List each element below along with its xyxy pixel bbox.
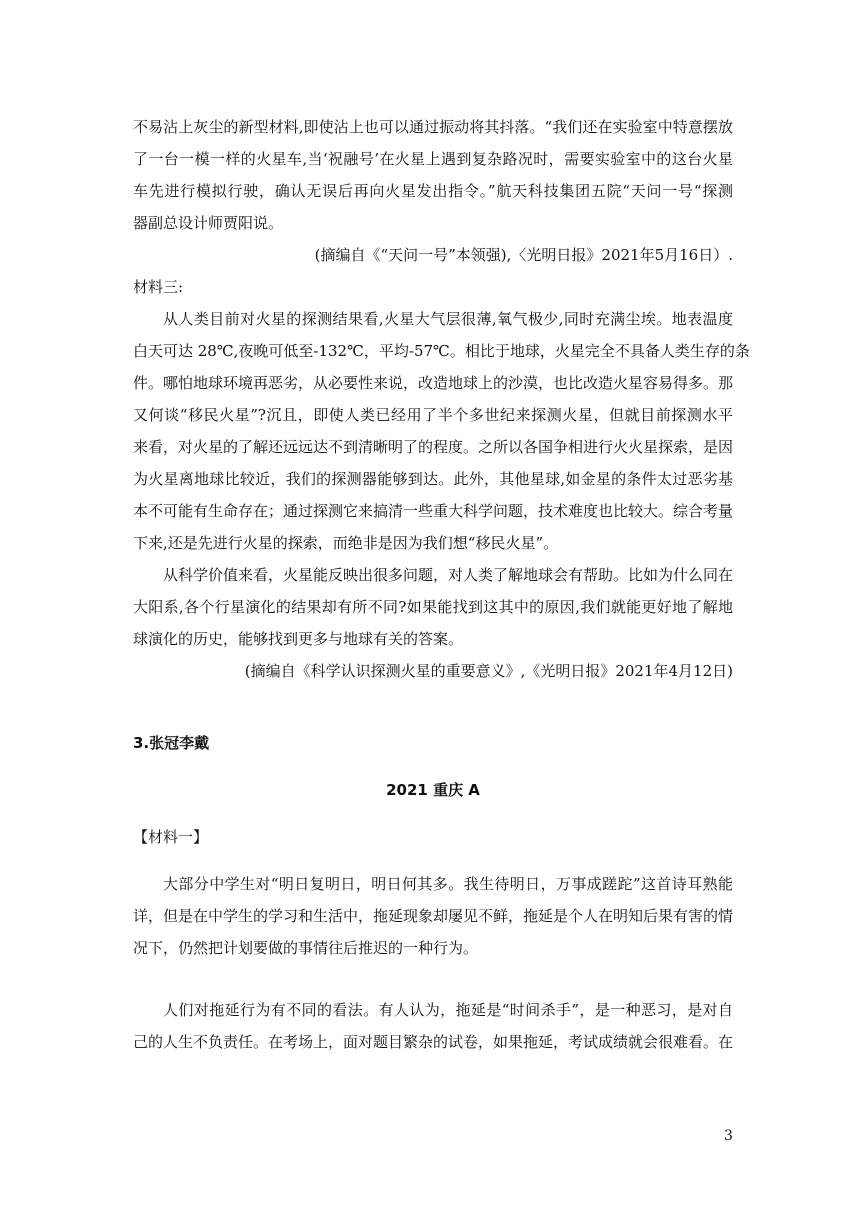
text-line: 器副总设计师贾阳说。 xyxy=(133,214,284,232)
text-line: 了一台一模一样的火星车,当‘祝融号’在火星上遇到复杂路况时，需要实验室中的这台火星 xyxy=(133,150,733,168)
text-line: 大部分中学生对“明日复明日，明日何其多。我生待明日，万事成蹉跎”这首诗耳熟能 xyxy=(163,875,733,893)
text-line: 不易沾上灰尘的新型材料,即使沾上也可以通过振动将其抖落。“我们还在实验室中特意摆放 xyxy=(133,118,733,136)
page-number: 3 xyxy=(724,1128,733,1144)
section-heading: 3.张冠李戴 xyxy=(133,734,210,752)
text-line: 从人类目前对火星的探测结果看,火星大气层很薄,氧气极少,同时充满尘埃。地表温度 xyxy=(163,310,733,328)
material-label: 材料三: xyxy=(133,278,184,296)
text-line: 为火星离地球比较近，我们的探测器能够到达。此外，其他星球,如金星的条件太过恶劣基 xyxy=(133,470,733,488)
text-line: 白天可达 28℃,夜晚可低至-132℃，平均-57℃。相比于地球，火星完全不具备人类生存的条 xyxy=(133,342,750,360)
text-line: 从科学价值来看，火星能反映出很多问题，对人类了解地球会有帮助。比如为什么同在 xyxy=(163,566,734,584)
text-line: 本不可能有生命存在；通过探测它来搞清一些重大科学问题，技术难度也比较大。综合考量 xyxy=(133,502,734,520)
text-line: 来看，对火星的了解还远远达不到清晰明了的程度。之所以各国争相进行火火星探索，是因 xyxy=(133,438,734,456)
text-line: 大阳系,各个行星演化的结果却有所不同?如果能找到这其中的原因,我们就能更好地了解地 xyxy=(133,598,733,616)
text-line: 人们对拖延行为有不同的看法。有人认为，拖延是“时间杀手”，是一种恶习，是对自 xyxy=(163,1001,733,1019)
text-line: 详，但是在中学生的学习和生活中，拖延现象却屡见不鲜，拖延是个人在明知后果有害的情 xyxy=(133,907,734,925)
text-line: 又何谈“移民火星”?沉且，即使人类已经用了半个多世纪来探测火星，但就目前探测水平 xyxy=(133,406,733,424)
text-line: 件。哪怕地球环境再恶劣，从必要性来说，改造地球上的沙漠，也比改造火星容易得多。那 xyxy=(133,374,734,392)
text-line: 车先进行模拟行驶，确认无误后再向火星发出指令。”航天科技集团五院“天问一号“探测 xyxy=(133,182,733,200)
source-citation: (摘编自《科学认识探测火星的重要意义》,《光明日报》2021年4月12日) xyxy=(244,662,733,680)
text-line: 球演化的历史，能够找到更多与地球有关的答案。 xyxy=(133,630,464,648)
text-line: 下来,还是先进行火星的探索，而绝非是因为我们想“移民火星”。 xyxy=(133,534,559,552)
material-label: 【材料一】 xyxy=(133,828,209,846)
text-line: 己的人生不负责任。在考场上，面对题目繁杂的试卷，如果拖延，考试成绩就会很难看。在 xyxy=(133,1033,734,1051)
exam-title: 2021 重庆 A xyxy=(386,781,480,799)
source-citation: (摘编自《“天问一号”本领强),〈光明日报》2021年5月16日）. xyxy=(314,246,733,264)
text-line: 况下，仍然把计划要做的事情往后推迟的一种行为。 xyxy=(133,939,479,957)
